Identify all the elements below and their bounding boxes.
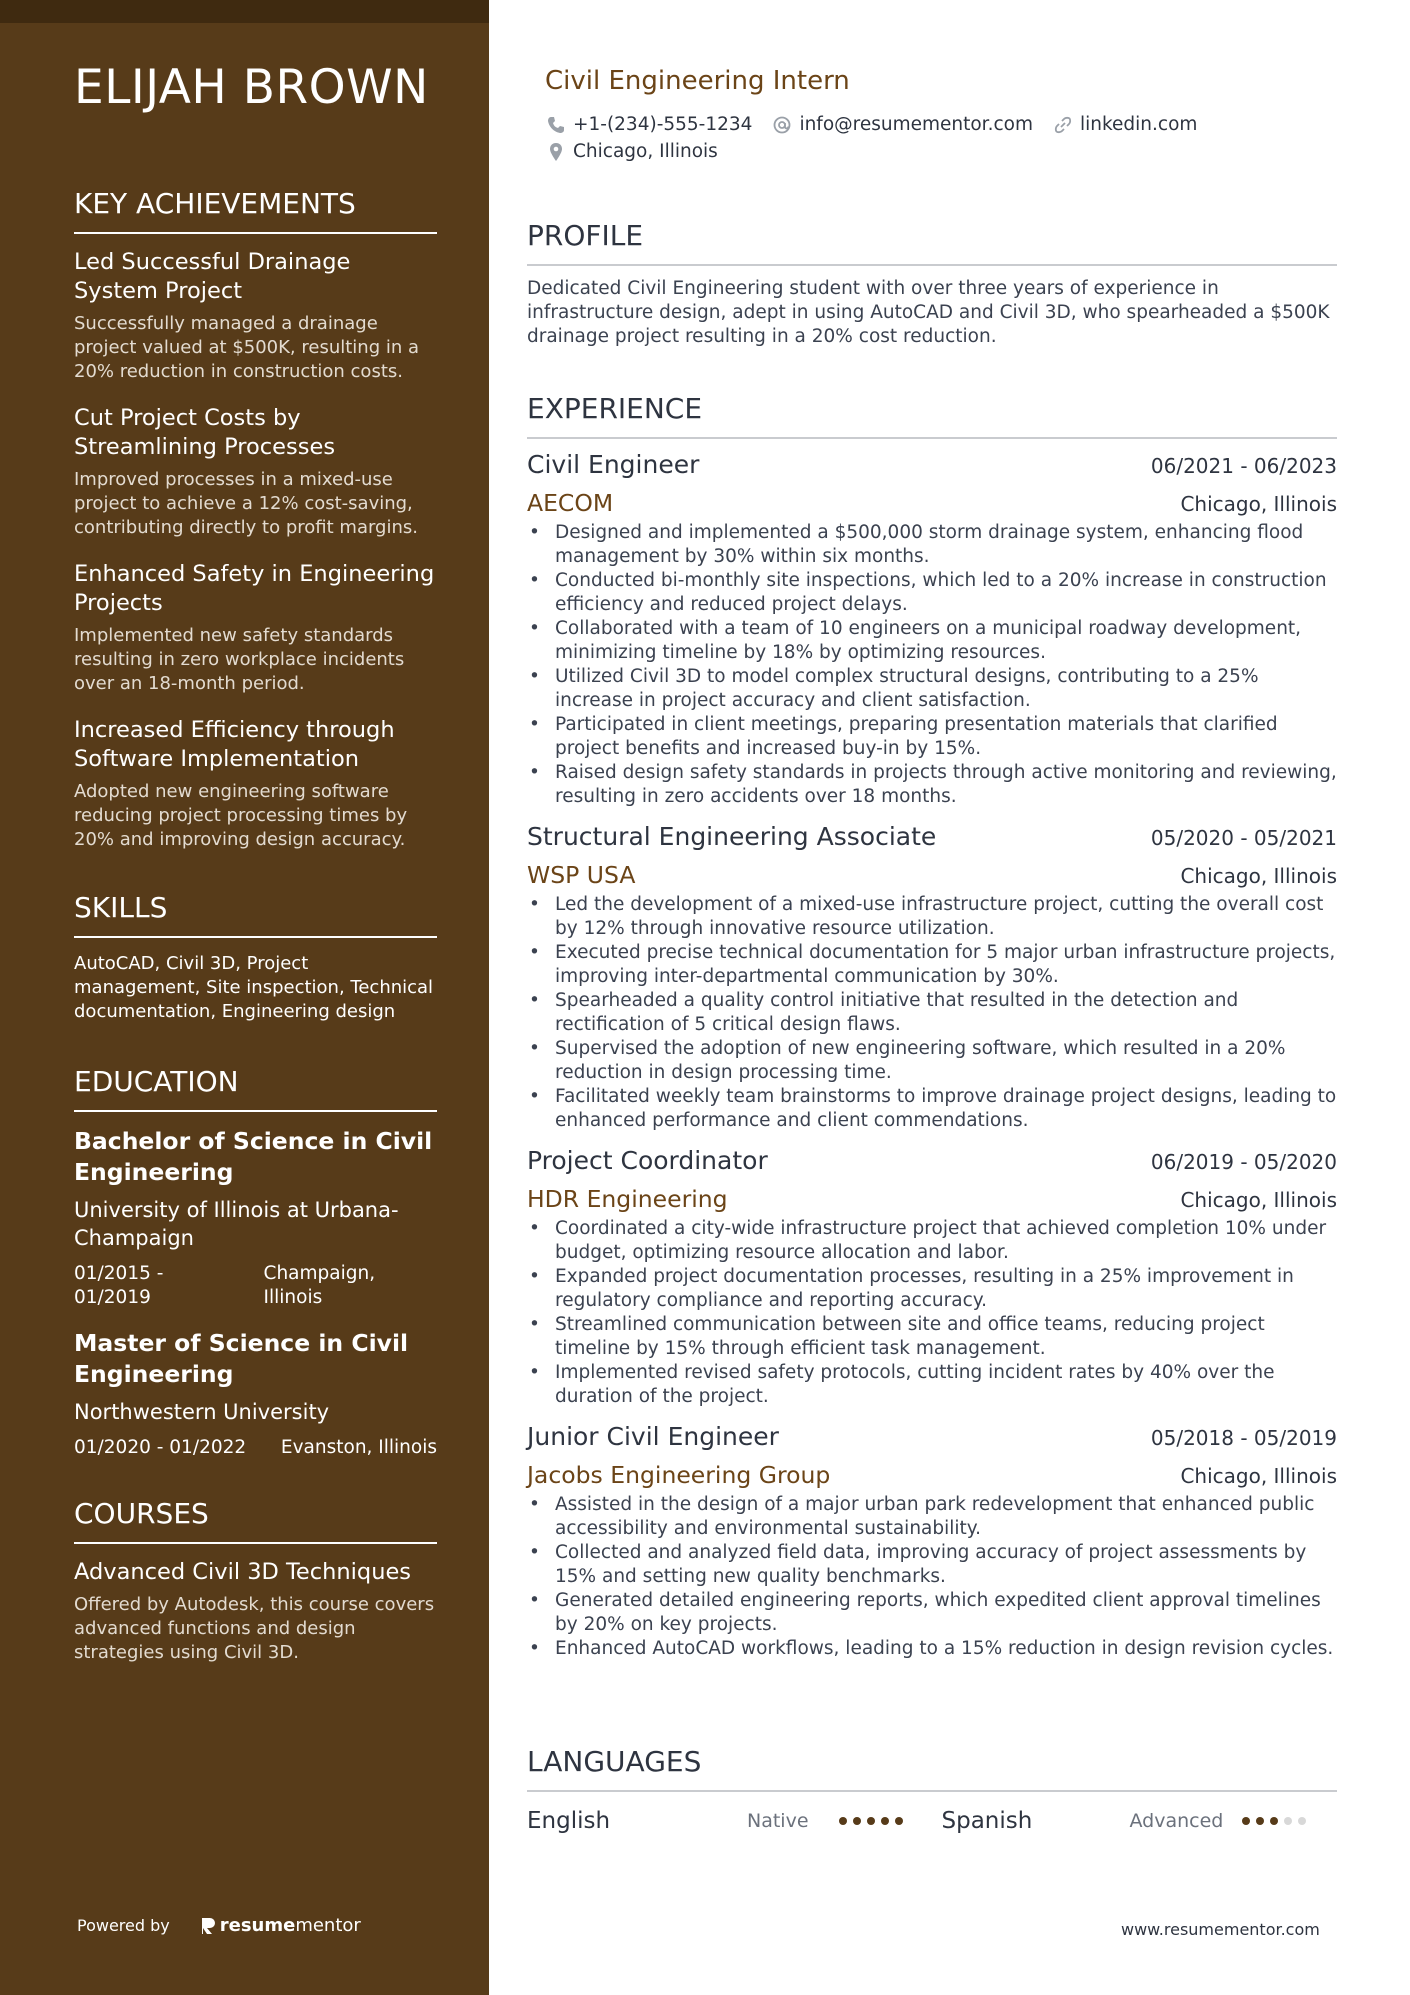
experience-location: Chicago, Illinois: [1180, 1188, 1337, 1212]
education-item: [74, 1126, 437, 1310]
language-level: Advanced: [1129, 1810, 1224, 1832]
profile-section: [527, 218, 1337, 349]
language-level: Native: [747, 1810, 809, 1832]
candidate-name: ELIJAH BROWN: [74, 60, 429, 115]
rating-dot-filled: [867, 1817, 875, 1825]
experience-bullet: • Led the development of a mixed-use infrastructure project, cutting the overall cost by 12% through innovative resource utilization.: [527, 893, 1337, 941]
experience-bullets: [527, 1217, 1337, 1409]
at-icon: [772, 115, 792, 135]
language-rating: [839, 1817, 909, 1825]
experience-item: [527, 449, 1337, 809]
achievement-item: [74, 560, 437, 696]
experience-bullet: • Assisted in the design of a major urban park redevelopment that enhanced public accessibility and environmental sustainability.: [527, 1493, 1337, 1541]
achievement-title: Enhanced Safety in Engineering Projects: [74, 561, 435, 616]
rating-dot-filled: [853, 1817, 861, 1825]
experience-dates: 06/2021 - 06/2023: [1150, 454, 1337, 478]
education-dates: 01/2015 - 01/2019: [74, 1263, 164, 1308]
achievement-desc: Implemented new safety standards resulting in zero workplace incidents over an 18-month period.: [74, 625, 405, 694]
experience-subheader: [527, 860, 1337, 891]
languages-row: [527, 1804, 1337, 1838]
sidebar-content: [74, 58, 437, 1665]
achievement-item: [74, 248, 437, 384]
experience-bullet: • Participated in client meetings, preparing presentation materials that clarified project benefits and increased buy-in by 15%.: [527, 713, 1337, 761]
footer-url[interactable]: www.resumementor.com: [1121, 1920, 1320, 1939]
skills-section: [74, 890, 437, 1024]
experience-bullet: • Raised design safety standards in projects through active monitoring and reviewing, resulting in zero accidents over 18 months.: [527, 761, 1337, 809]
achievement-desc: Adopted new engineering software reducing project processing times by 20% and improving design accuracy.: [74, 781, 408, 850]
experience-bullets: [527, 893, 1337, 1133]
achievement-item: [74, 716, 437, 852]
phone-icon: [546, 115, 566, 135]
education-location: Champaign, Illinois: [263, 1263, 376, 1308]
experience-bullets: [527, 521, 1337, 809]
profile-text: Dedicated Civil Engineering student with over three years of experience in infrastructure design, adept in using AutoCAD and Civil 3D, who spearheaded a $500K drainage project resulting in a 20% cost reduction.: [527, 278, 1330, 347]
experience-bullet: • Spearheaded a quality control initiative that resulted in the detection and rectification of 5 critical design flaws.: [527, 989, 1337, 1037]
experience-item: [527, 1421, 1337, 1661]
experience-heading: EXPERIENCE: [527, 391, 1337, 439]
contact-info: [546, 111, 1326, 165]
education-item: [74, 1328, 437, 1460]
experience-bullets: [527, 1493, 1337, 1661]
experience-company: Jacobs Engineering Group: [527, 1461, 831, 1489]
experience-item: [527, 821, 1337, 1133]
education-dates: 01/2020 - 01/2022: [74, 1437, 247, 1458]
achievements-section: [74, 186, 437, 852]
experience-header: [527, 1421, 1337, 1454]
phone-item[interactable]: [546, 114, 752, 135]
achievement-desc: Successfully managed a drainage project valued at $500K, resulting in a 20% reduction in construction costs.: [74, 313, 420, 382]
profile-heading: PROFILE: [527, 218, 1337, 266]
experience-role: Project Coordinator: [527, 1146, 768, 1175]
experience-dates: 06/2019 - 05/2020: [1150, 1150, 1337, 1174]
experience-subheader: [527, 1184, 1337, 1215]
contact-row: [546, 111, 1326, 138]
experience-dates: 05/2020 - 05/2021: [1150, 826, 1337, 850]
course-desc: Offered by Autodesk, this course covers advanced functions and design strategies using Civil 3D.: [74, 1594, 435, 1663]
education-location: Evanston, Illinois: [280, 1437, 437, 1458]
language-name: Spanish: [941, 1808, 1033, 1834]
courses-heading: COURSES: [74, 1496, 437, 1544]
experience-role: Structural Engineering Associate: [527, 822, 937, 851]
phone-text: +1-(234)-555-1234: [573, 114, 753, 135]
skills-heading: SKILLS: [74, 890, 437, 938]
experience-role: Junior Civil Engineer: [527, 1422, 779, 1451]
linkedin-item[interactable]: [1053, 114, 1197, 135]
experience-role: Civil Engineer: [527, 450, 700, 479]
experience-location: Chicago, Illinois: [1180, 1464, 1337, 1488]
education-degree: Master of Science in Civil Engineering: [74, 1329, 409, 1388]
experience-bullet: • Facilitated weekly team brainstorms to improve drainage project designs, leading to enhanced performance and client commendations.: [527, 1085, 1337, 1133]
experience-company: AECOM: [527, 489, 614, 517]
achievements-heading: KEY ACHIEVEMENTS: [74, 186, 437, 234]
rating-dot-filled: [1242, 1817, 1250, 1825]
courses-section: [74, 1496, 437, 1665]
experience-bullet: • Executed precise technical documentation for 5 major urban infrastructure projects, improving inter-departmental communication by 30%.: [527, 941, 1337, 989]
language-name: English: [527, 1808, 611, 1834]
linkedin-text: linkedin.com: [1079, 114, 1198, 135]
education-school: University of Illinois at Urbana-Champaign: [74, 1198, 399, 1250]
achievement-desc: Improved processes in a mixed-use project to achieve a 12% cost-saving, contributing directly to profit margins.: [74, 469, 418, 538]
language-item: [527, 1808, 923, 1834]
location-text: Chicago, Illinois: [573, 141, 718, 162]
education-meta: [74, 1262, 437, 1310]
languages-heading: LANGUAGES: [527, 1744, 1337, 1792]
experience-bullet: • Collaborated with a team of 10 engineers on a municipal roadway development, minimizing timeline by 18% by optimizing resources.: [527, 617, 1337, 665]
rating-dot-filled: [895, 1817, 903, 1825]
language-item: [942, 1808, 1338, 1834]
experience-bullet: • Conducted bi-monthly site inspections, which led to a 20% increase in construction efficiency and reduced project delays.: [527, 569, 1337, 617]
education-heading: EDUCATION: [74, 1064, 437, 1112]
education-school: Northwestern University: [74, 1400, 330, 1424]
experience-header: [527, 1145, 1337, 1178]
rating-dot-filled: [1270, 1817, 1278, 1825]
location-item: [546, 141, 718, 162]
experience-bullet: • Implemented revised safety protocols, cutting incident rates by 40% over the duration of the project.: [527, 1361, 1337, 1409]
rating-dot-filled: [839, 1817, 847, 1825]
experience-header: [527, 449, 1337, 482]
brand-logo[interactable]: [200, 1915, 361, 1936]
brand-name-light: mentor: [295, 1915, 361, 1936]
sidebar-top-band: [0, 0, 489, 23]
experience-subheader: [527, 1460, 1337, 1491]
experience-bullet: • Supervised the adoption of new engineering software, which resulted in a 20% reduction in design processing time.: [527, 1037, 1337, 1085]
experience-location: Chicago, Illinois: [1180, 864, 1337, 888]
experience-company: WSP USA: [527, 861, 636, 889]
experience-bullet: • Utilized Civil 3D to model complex structural designs, contributing to a 25% increase in project accuracy and client satisfaction.: [527, 665, 1337, 713]
achievement-title: Increased Efficiency through Software Implementation: [74, 717, 395, 772]
experience-bullet: • Generated detailed engineering reports, which expedited client approval timelines by 20% on key projects.: [527, 1589, 1337, 1637]
experience-dates: 05/2018 - 05/2019: [1150, 1426, 1337, 1450]
achievement-title: Cut Project Costs by Streamlining Processes: [74, 405, 336, 460]
contact-row: [546, 138, 1326, 165]
powered-by-label: Powered by: [77, 1916, 170, 1935]
resumementor-logo-icon: [200, 1916, 216, 1936]
email-text: info@resumementor.com: [799, 114, 1033, 135]
experience-location: Chicago, Illinois: [1180, 492, 1337, 516]
job-title: Civil Engineering Intern: [545, 66, 850, 96]
experience-subheader: [527, 488, 1337, 519]
experience-bullet: • Enhanced AutoCAD workflows, leading to a 15% reduction in design revision cycles.: [527, 1637, 1337, 1661]
achievement-item: [74, 404, 437, 540]
experience-section: [527, 391, 1337, 1661]
experience-header: [527, 821, 1337, 854]
email-item[interactable]: [772, 114, 1033, 135]
location-pin-icon: [546, 142, 566, 162]
experience-company: HDR Engineering: [527, 1185, 728, 1213]
experience-item: [527, 1145, 1337, 1409]
experience-bullet: • Expanded project documentation processes, resulting in a 25% improvement in regulatory compliance and reporting accuracy.: [527, 1265, 1337, 1313]
experience-bullet: • Designed and implemented a $500,000 storm drainage system, enhancing flood management by 30% within six months.: [527, 521, 1337, 569]
education-section: [74, 1064, 437, 1460]
powered-by: [77, 1915, 361, 1936]
brand-name-bold: resume: [219, 1915, 296, 1936]
sidebar: [0, 0, 489, 1995]
rating-dot-filled: [1256, 1817, 1264, 1825]
languages-section: [527, 1744, 1337, 1838]
rating-dot-empty: [1298, 1817, 1306, 1825]
language-rating: [1242, 1817, 1312, 1825]
rating-dot-filled: [881, 1817, 889, 1825]
skills-list: AutoCAD, Civil 3D, Project management, Site inspection, Technical documentation, Engineering design: [74, 953, 434, 1022]
experience-bullet: • Streamlined communication between site and office teams, reducing project timeline by 15% through efficient task management.: [527, 1313, 1337, 1361]
education-meta: [74, 1436, 437, 1460]
link-icon: [1053, 115, 1073, 135]
experience-bullet: • Coordinated a city-wide infrastructure project that achieved completion 10% under budget, optimizing resource allocation and labor.: [527, 1217, 1337, 1265]
education-degree: Bachelor of Science in Civil Engineering: [74, 1127, 433, 1186]
course-title: Advanced Civil 3D Techniques: [74, 1559, 412, 1585]
experience-bullet: • Collected and analyzed field data, improving accuracy of project assessments by 15% and setting new quality benchmarks.: [527, 1541, 1337, 1589]
achievement-title: Led Successful Drainage System Project: [74, 249, 351, 304]
rating-dot-empty: [1284, 1817, 1292, 1825]
